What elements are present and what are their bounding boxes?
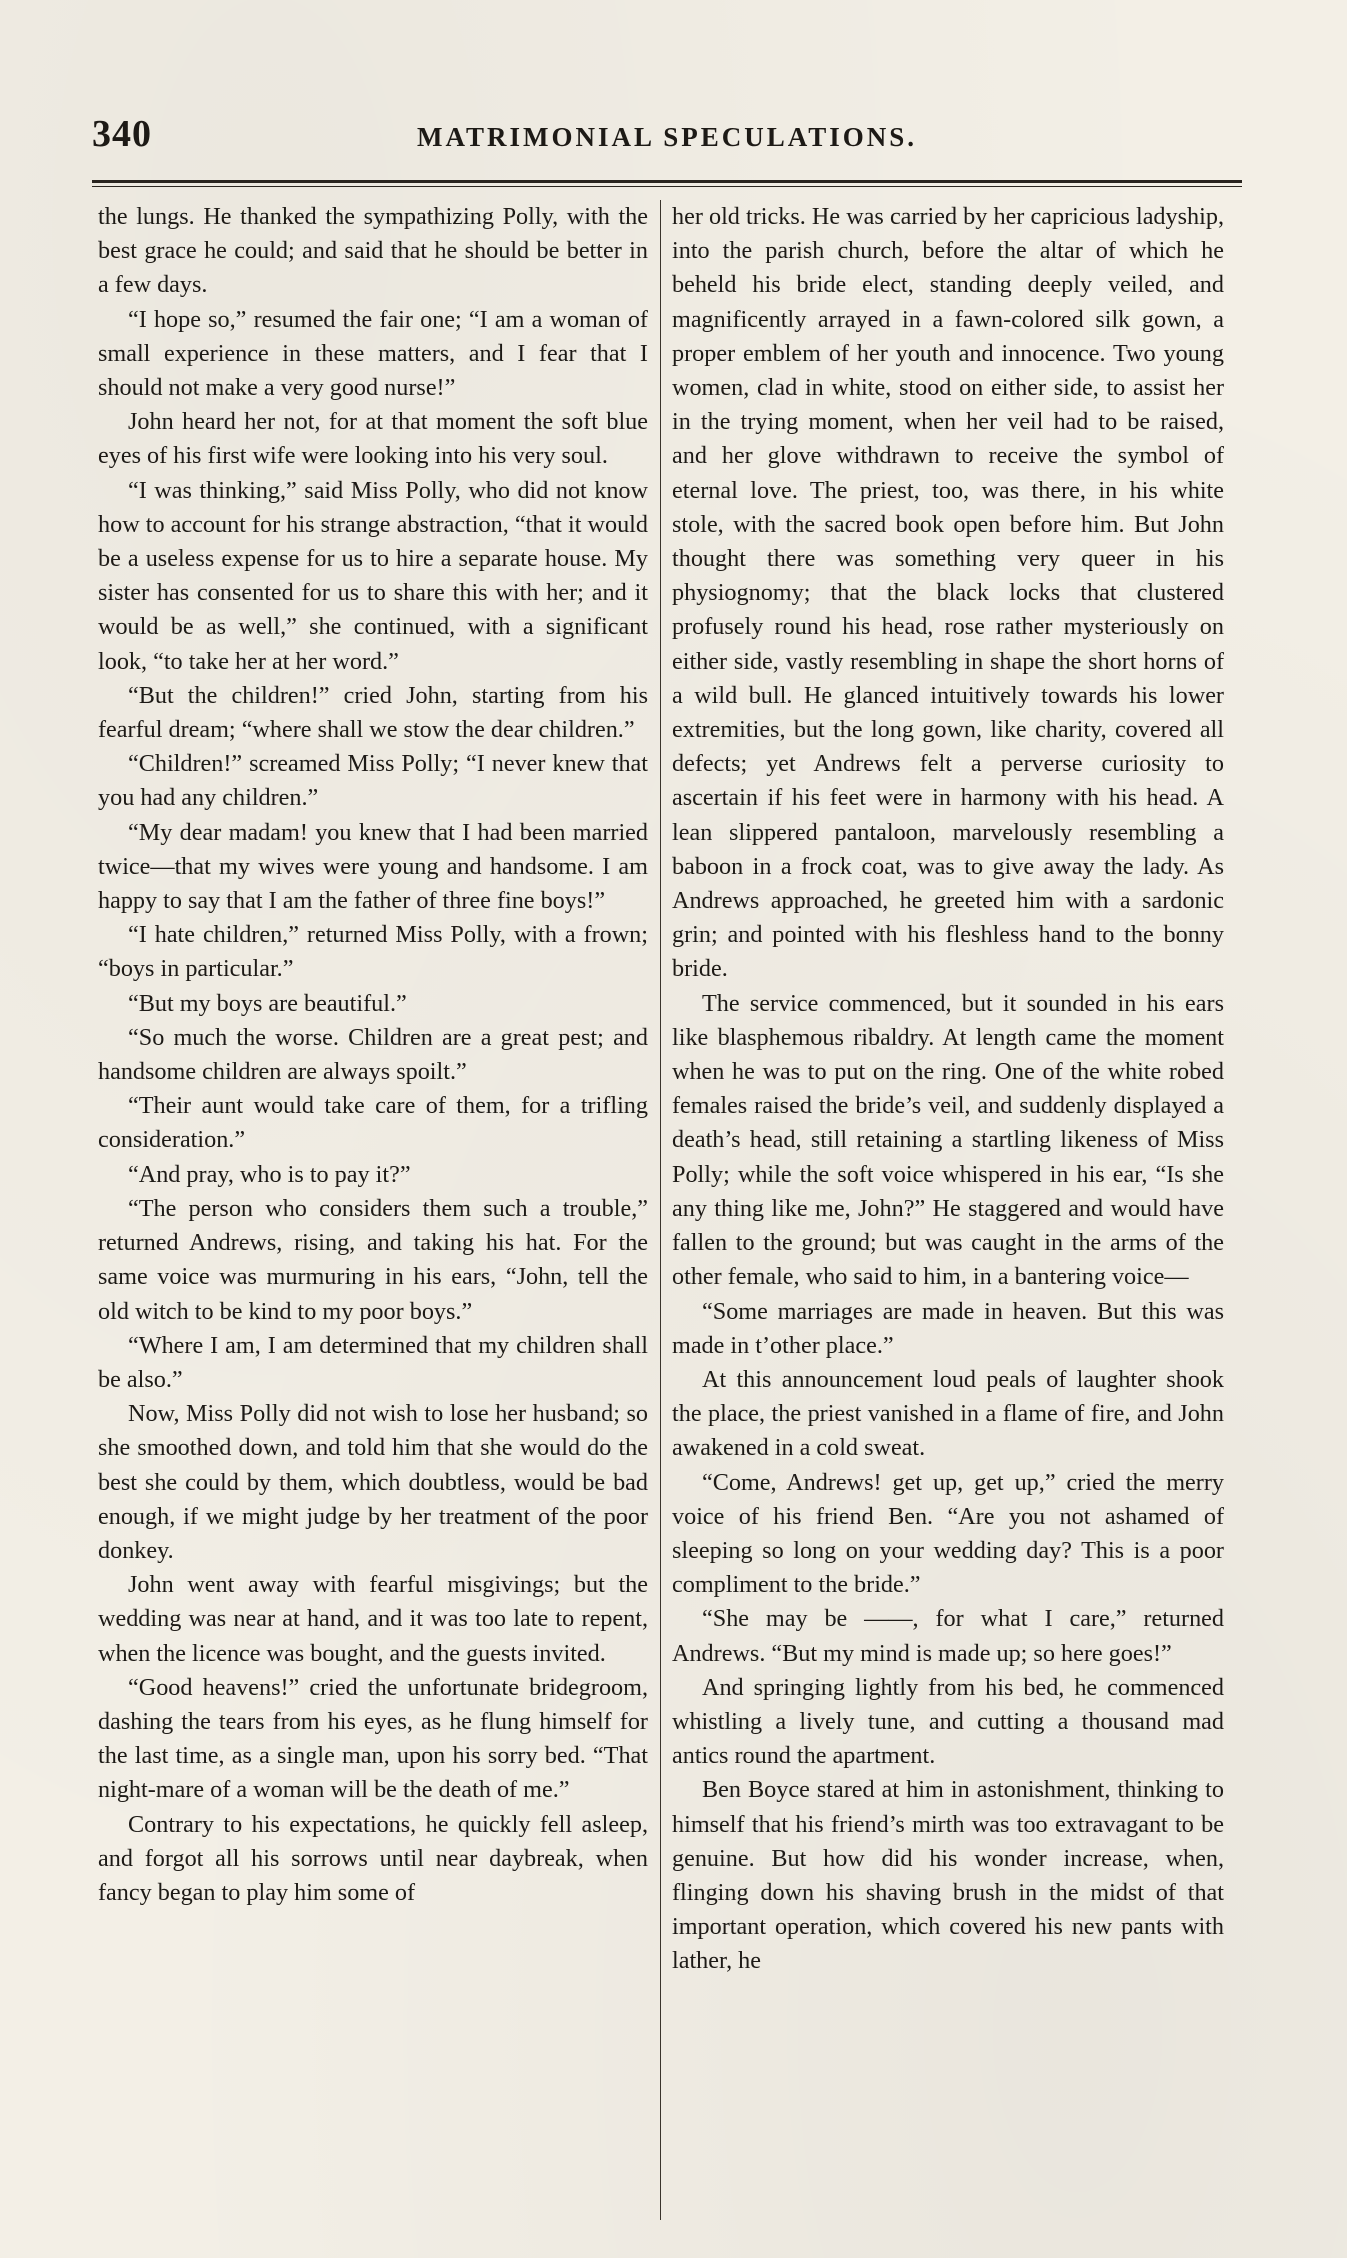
paragraph: “And pray, who is to pay it?”	[128, 1160, 411, 1188]
paragraph: “But the children!” cried John, starting from his fearful dream; “where shall we stow the dear children.”	[98, 681, 648, 744]
paragraph: Ben Boyce stared at him in astonishment, thinking to himself that his friend’s mirth was too extravagant to be genuine. But how did his wonder increase, when, flinging down his shaving brush in the midst of that important operation, which covered his new pants with lather, he	[672, 1776, 1224, 1975]
paragraph: “She may be ——, for what I care,” returned Andrews. “But my mind is made up; so here goes!”	[672, 1605, 1224, 1667]
page-number: 340	[92, 113, 152, 155]
right-column	[672, 200, 1224, 2220]
paragraph: the lungs. He thanked the sympathizing Polly, with the best grace he could; and said that he should be better in a few days.	[98, 203, 648, 299]
paragraph: “The person who considers them such a trouble,” returned Andrews, rising, and taking his hat. For the same voice was murmuring in his ears, “John, tell the old witch to be kind to my poor boys.”	[98, 1194, 648, 1325]
paragraph: her old tricks. He was carried by her capricious ladyship, into the parish church, before the altar of which he beheld his bride elect, standing deeply veiled, and magnificently arrayed in a fawn-colored silk gown, a proper emblem of her youth and innocence. Two young women, clad in white, stood on either side, to assist her in the trying moment, when her veil had to be raised, and her glove withdrawn to receive the symbol of eternal love. The priest, too, was there, in his white stole, with the sacred book open before him. But John thought there was something very queer in his physiognomy; that the black locks that clustered profusely round his head, rose rather mysteriously on either side, vastly resembling in shape the short horns of a wild bull. He glanced intuitively towards his lower extremities, but the long gown, like charity, covered all defects; yet Andrews felt a perverse curiosity to ascertain if his feet were in harmony with his head. A lean slippered pantaloon, marvelously resembling a baboon in a frock coat, was to give away the lady. As Andrews approached, he greeted him with a sardonic grin; and pointed with his fleshless hand to the bonny bride.	[672, 203, 1224, 983]
header-rule	[92, 180, 1242, 183]
header-rule-thin	[92, 186, 1242, 187]
paragraph: “I hope so,” resumed the fair one; “I am a woman of small experience in these matters, and I fear that I should not make a very good nurse!”	[98, 305, 648, 402]
paragraph: Contrary to his expectations, he quickly fell asleep, and forgot all his sorrows until near daybreak, when fancy began to play him some of	[98, 1810, 648, 1906]
paragraph: At this announcement loud peals of laughter shook the place, the priest vanished in a flame of fire, and John awakened in a cold sweat.	[672, 1365, 1224, 1462]
paragraph: The service commenced, but it sounded in his ears like blasphemous ribaldry. At length came the moment when he was to put on the ring. One of the white robed females raised the bride’s veil, and suddenly displayed a death’s head, still retaining a startling likeness of Miss Polly; while the soft voice whispered in his ear, “Is she any thing like me, John?” He staggered and would have fallen to the ground; but was caught in the arms of the other female, who said to him, in a bantering voice—	[672, 989, 1224, 1291]
page-header	[92, 112, 1242, 172]
paragraph: “My dear madam! you knew that I had been married twice—that my wives were young and handsome. I am happy to say that I am the father of three fine boys!”	[98, 818, 648, 915]
paragraph: “Children!” screamed Miss Polly; “I never knew that you had any children.”	[98, 750, 648, 812]
paragraph: Now, Miss Polly did not wish to lose her husband; so she smoothed down, and told him that she would do the best she could by them, which doubtless, would be bad enough, if we might judge by her treatment of the poor donkey.	[98, 1400, 648, 1564]
paragraph: John went away with fearful misgivings; but the wedding was near at hand, and it was too late to repent, when the licence was bought, and the guests invited.	[98, 1571, 648, 1667]
paragraph: “Their aunt would take care of them, for a trifling consideration.”	[98, 1092, 648, 1154]
paragraph: “I hate children,” returned Miss Polly, with a frown; “boys in particular.”	[98, 921, 648, 983]
paragraph: “Good heavens!” cried the unfortunate bridegroom, dashing the tears from his eyes, as he flung himself for the last time, as a single man, upon his sorry bed. “That night-mare of a woman will be the death of me.”	[98, 1673, 648, 1804]
paragraph: “Some marriages are made in heaven. But this was made in t’other place.”	[672, 1297, 1224, 1359]
running-title: MATRIMONIAL SPECULATIONS.	[416, 122, 918, 152]
paragraph: John heard her not, for at that moment the soft blue eyes of his first wife were looking into his very soul.	[98, 408, 648, 470]
left-column	[98, 200, 648, 2220]
paragraph: “Come, Andrews! get up, get up,” cried the merry voice of his friend Ben. “Are you not ashamed of sleeping so long on your wedding day? This is a poor compliment to the bride.”	[672, 1468, 1224, 1599]
paragraph: And springing lightly from his bed, he commenced whistling a lively tune, and cutting a thousand mad antics round the apartment.	[672, 1673, 1224, 1770]
paragraph: “Where I am, I am determined that my children shall be also.”	[98, 1331, 648, 1393]
paragraph: “I was thinking,” said Miss Polly, who did not know how to account for his strange abstraction, “that it would be a useless expense for us to hire a separate house. My sister has consented for us to share this with her; and it would be as well,” she continued, with a significant look, “to take her at her word.”	[98, 476, 648, 675]
paragraph: “But my boys are beautiful.”	[128, 989, 407, 1017]
column-divider	[660, 200, 661, 2220]
paragraph: “So much the worse. Children are a great pest; and handsome children are always spoilt.”	[98, 1023, 648, 1086]
